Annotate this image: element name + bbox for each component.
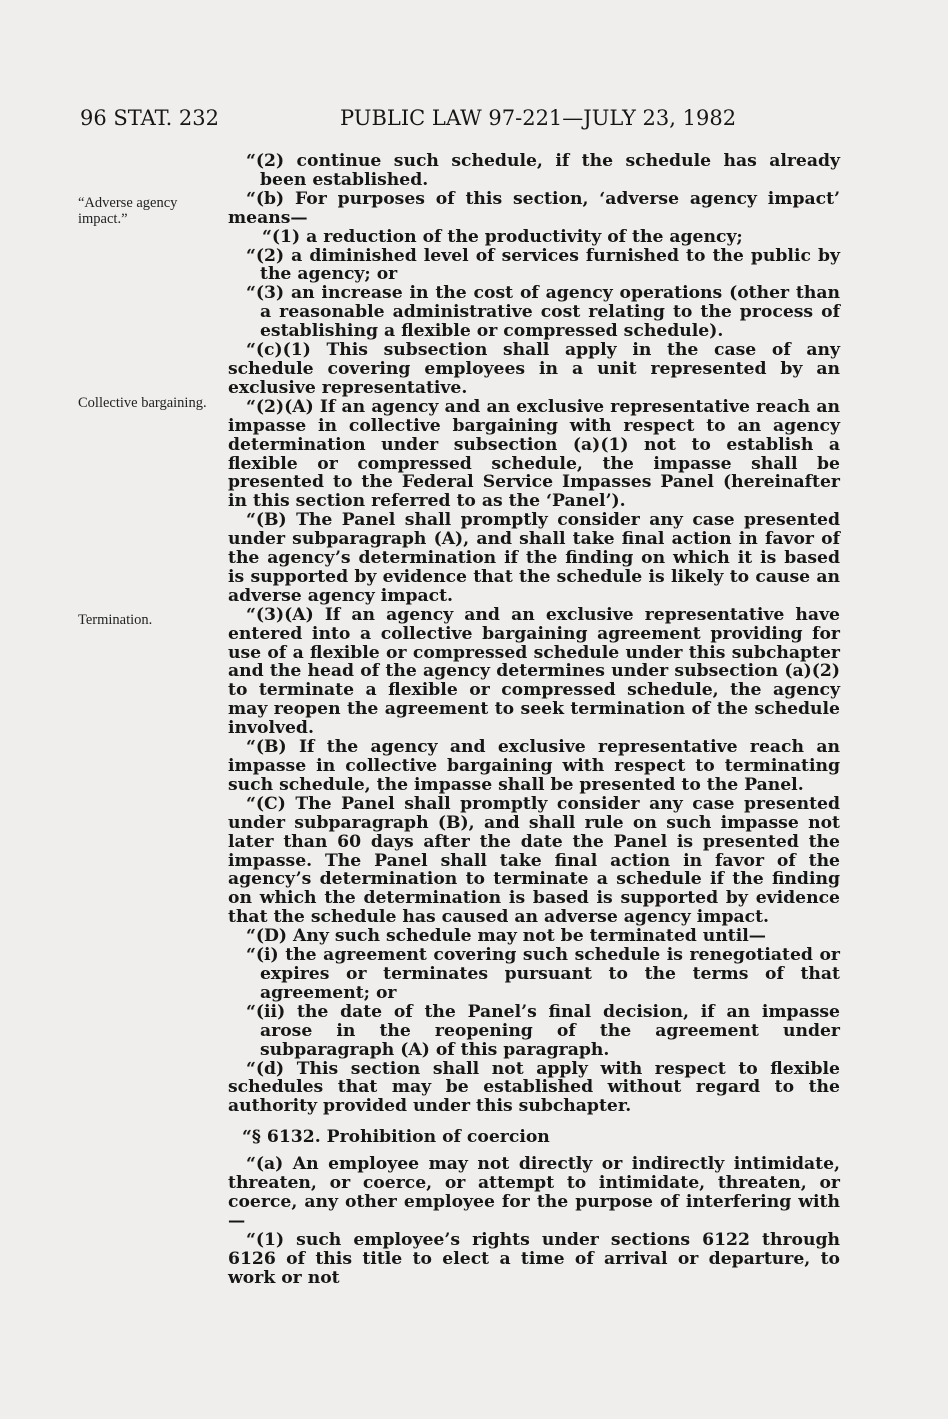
margin-note-collective-bargaining: Collective bargaining. [78,395,207,411]
margin-note-termination: Termination. [78,612,153,628]
paragraph-c2a: “(2)(A) If an agency and an exclusive representative reach an impasse in collective bargaining with respect to an agency determination under subsection (a)(1) not to establish a flexible or compressed schedule, the impasse shall be presented to the Federal Service Impasses Panel (hereinafter in this section referred to as the ‘Panel’). [228,396,840,512]
paragraph-c3d: “(D) Any such schedule may not be terminated until— [246,926,766,947]
section-6132-heading: “§ 6132. Prohibition of coercion [242,1127,550,1148]
statute-page-number: 96 STAT. 232 [80,106,220,130]
paragraph-b1: “(1) a reduction of the productivity of the agency; [262,226,743,247]
paragraph-c2b: “(B) The Panel shall promptly consider any case presented under subparagraph (A), and shall take final action in favor of the agency’s determination if the finding on which it is based is supported by evidence that the schedule is likely to cause an adverse agency impact. [228,510,840,606]
paragraph-c3b: “(B) If the agency and exclusive representative reach an impasse in collective bargaining with respect to terminating such schedule, the impasse shall be presented to the Panel. [228,737,840,795]
paragraph-a2: “(2) continue such schedule, if the schedule has already been established. [246,151,840,190]
paragraph-c3a: “(3)(A) If an agency and an exclusive representative have entered into a collective bargaining agreement providing for use of a flexible or compressed schedule under this subchapter and the head of the agency determines under subsection (a)(2) to terminate a flexible or compressed schedule, the agency may reopen the agreement to seek termination of the schedule involved. [228,604,840,739]
paragraph-d: “(d) This section shall not apply with respect to flexible schedules that may be established without regard to the authority provided under this subchapter. [228,1058,840,1117]
paragraph-c1: “(c)(1) This subsection shall apply in the case of any schedule covering employees in a unit represented by an exclusive representative. [228,340,840,398]
paragraph-6132-a: “(a) An employee may not directly or indirectly intimidate, threaten, or coerce, or attempt to intimidate, threaten, or coerce, any other employee for the purpose of interfering with— [228,1154,840,1231]
paragraph-b2: “(2) a diminished level of services furnished to the public by the agency; or [246,245,840,285]
page-header [0,106,948,136]
statute-body [228,152,840,1287]
paragraph-b: “(b) For purposes of this section, ‘adverse agency impact’ means— [228,188,840,228]
paragraph-6132-a1: “(1) such employee’s rights under sections 6122 through 6126 of this title to elect a time of arrival or departure, to work or not [228,1229,840,1288]
margin-note-adverse-agency-impact: “Adverse agency impact.” [78,195,178,227]
paragraph-c3d-i: “(i) the agreement covering such schedule is renegotiated or expires or terminates pursuant to the terms of that agreement; or [246,945,840,1003]
paragraph-c3c: “(C) The Panel shall promptly consider any case presented under subparagraph (B), and shall rule on such impasse not later than 60 days after the date the Panel is presented the impasse. The Panel shall take final action in favor of the agency’s determination to terminate a schedule if the finding on which the determination is based is supported by evidence that the schedule has caused an adverse agency impact. [228,793,840,928]
public-law-title: PUBLIC LAW 97-221—JULY 23, 1982 [340,106,737,130]
paragraph-c3d-ii: “(ii) the date of the Panel’s final decision, if an impasse arose in the reopening of the agreement under subparagraph (A) of this paragraph. [246,1001,840,1060]
paragraph-b3: “(3) an increase in the cost of agency operations (other than a reasonable administrative cost relating to the process of establishing a flexible or compressed schedule). [246,283,840,342]
